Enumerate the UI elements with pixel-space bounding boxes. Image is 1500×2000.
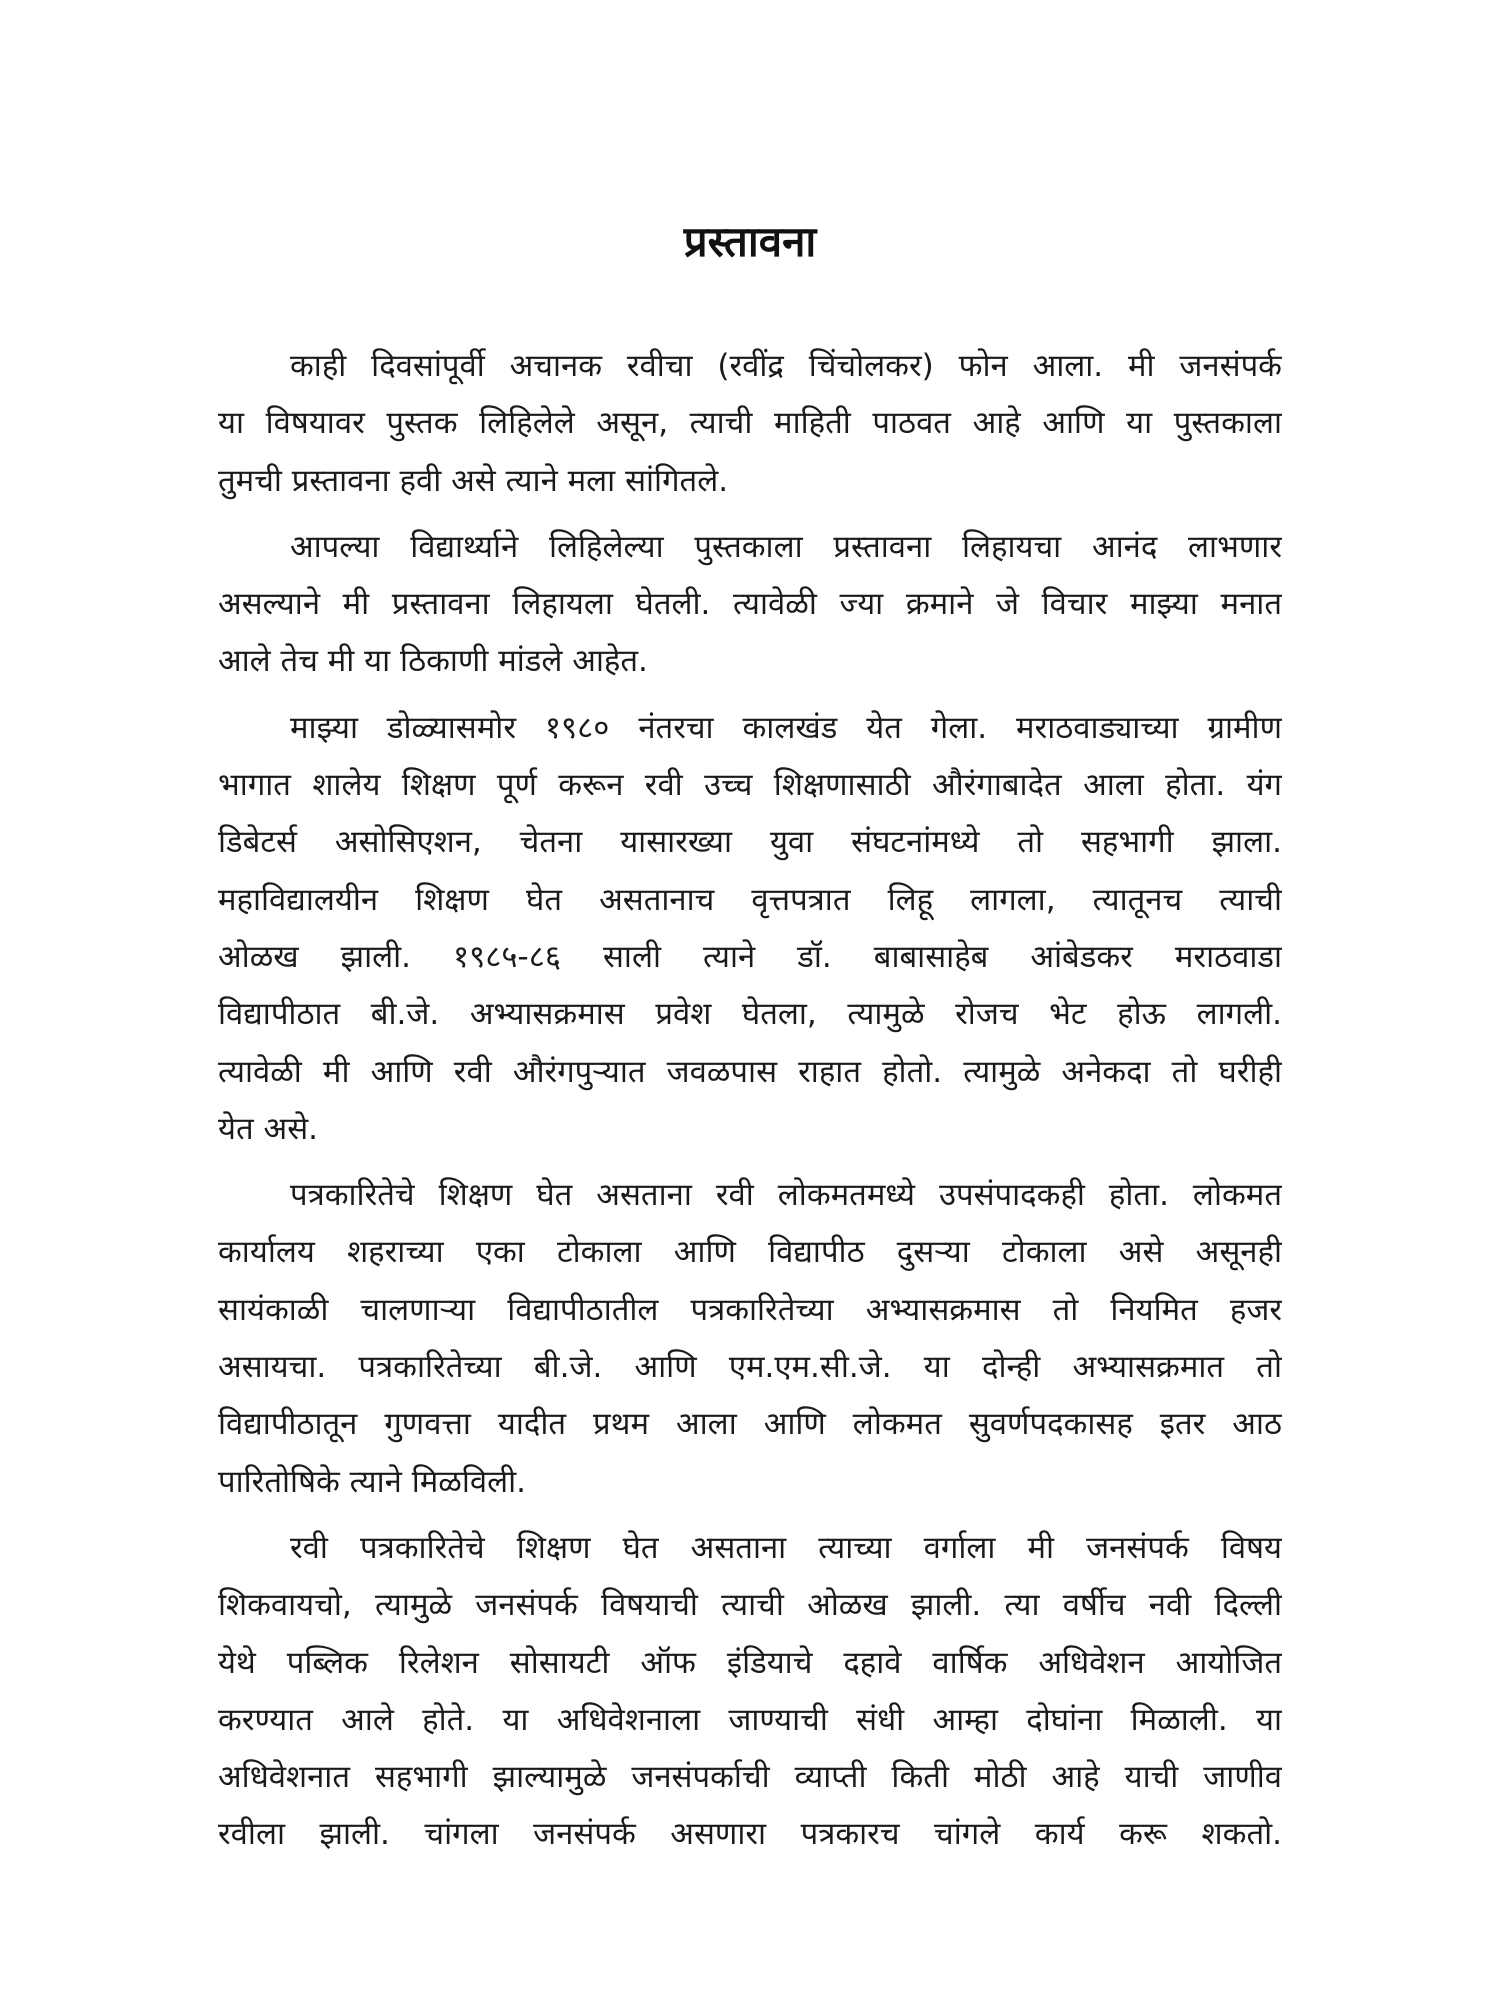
text-line: रवी पत्रकारितेचे शिक्षण घेत असताना त्याच्या वर्गाला मी जनसंपर्क विषय [290,1529,1282,1566]
paragraph-4 [218,1167,1282,1511]
text-line: ओळख झाली. १९८५-८६ साली त्याने डॉ. बाबासाहेब आंबेडकर मराठवाडा [218,938,1282,975]
text-line: विद्यापीठात बी.जे. अभ्यासक्रमास प्रवेश घेतला, त्यामुळे रोजच भेट होऊ लागली. [218,996,1282,1033]
text-line: या विषयावर पुस्तक लिहिलेले असून, त्याची माहिती पाठवत आहे आणि या पुस्तकाला [218,405,1282,442]
text-line: आपल्या विद्यार्थ्याने लिहिलेल्या पुस्तकाला प्रस्तावना लिहायचा आनंद लाभणार [290,528,1282,565]
text-line: शिकवायचो, त्यामुळे जनसंपर्क विषयाची त्याची ओळख झाली. त्या वर्षीच नवी दिल्ली [218,1587,1282,1624]
paragraph-2 [218,519,1282,691]
page-title: प्रस्तावना [683,217,817,266]
paragraph-3 [218,700,1282,1158]
text-line: सायंकाळी चालणाऱ्या विद्यापीठातील पत्रकारितेच्या अभ्यासक्रमास तो नियमित हजर [218,1291,1282,1328]
text-line: असायचा. पत्रकारितेच्या बी.जे. आणि एम.एम.सी.जे. या दोन्ही अभ्यासक्रमात तो [218,1349,1282,1386]
text-line: रवीला झाली. चांगला जनसंपर्क असणारा पत्रकारच चांगले कार्य करू शकतो. [218,1816,1282,1853]
text-line: तुमची प्रस्तावना हवी असे त्याने मला सांगितले. [218,462,729,499]
text-line: माझ्या डोळ्यासमोर १९८० नंतरचा कालखंड येत गेला. मराठवाड्याच्या ग्रामीण [290,709,1282,746]
paragraph-1 [218,338,1282,510]
text-line: पारितोषिके त्याने मिळविली. [218,1463,527,1500]
text-line: येत असे. [218,1110,318,1147]
text-line: काही दिवसांपूर्वी अचानक रवीचा (रवींद्र चिंचोलकर) फोन आला. मी जनसंपर्क [290,348,1282,384]
text-line: त्यावेळी मी आणि रवी औरंगपुऱ्यात जवळपास राहात होतो. त्यामुळे अनेकदा तो घरीही [218,1053,1282,1090]
text-line: डिबेटर्स असोसिएशन, चेतना यासारख्या युवा संघटनांमध्ये तो सहभागी झाला. [218,824,1282,861]
text-line: पत्रकारितेचे शिक्षण घेत असताना रवी लोकमतमध्ये उपसंपादकही होता. लोकमत [290,1177,1282,1214]
text-line: असल्याने मी प्रस्तावना लिहायला घेतली. त्यावेळी ज्या क्रमाने जे विचार माझ्या मनात [218,586,1282,623]
paragraph-5 [218,1520,1282,1864]
text-line: विद्यापीठातून गुणवत्ता यादीत प्रथम आला आणि लोकमत सुवर्णपदकासह इतर आठ [218,1406,1282,1443]
text-line: भागात शालेय शिक्षण पूर्ण करून रवी उच्च शिक्षणासाठी औरंगाबादेत आला होता. यंग [218,767,1282,804]
text-line: येथे पब्लिक रिलेशन सोसायटी ऑफ इंडियाचे दहावे वार्षिक अधिवेशन आयोजित [218,1644,1282,1681]
text-line: कार्यालय शहराच्या एका टोकाला आणि विद्यापीठ दुसऱ्या टोकाला असे असूनही [218,1234,1282,1271]
text-line: करण्यात आले होते. या अधिवेशनाला जाण्याची संधी आम्हा दोघांना मिळाली. या [218,1701,1282,1738]
text-line: अधिवेशनात सहभागी झाल्यामुळे जनसंपर्काची व्याप्ती किती मोठी आहे याची जाणीव [218,1759,1282,1796]
body-text [218,338,1282,1864]
text-line: आले तेच मी या ठिकाणी मांडले आहेत. [218,643,648,680]
text-line: महाविद्यालयीन शिक्षण घेत असतानाच वृत्तपत्रात लिहू लागला, त्यातूनच त्याची [218,881,1282,918]
